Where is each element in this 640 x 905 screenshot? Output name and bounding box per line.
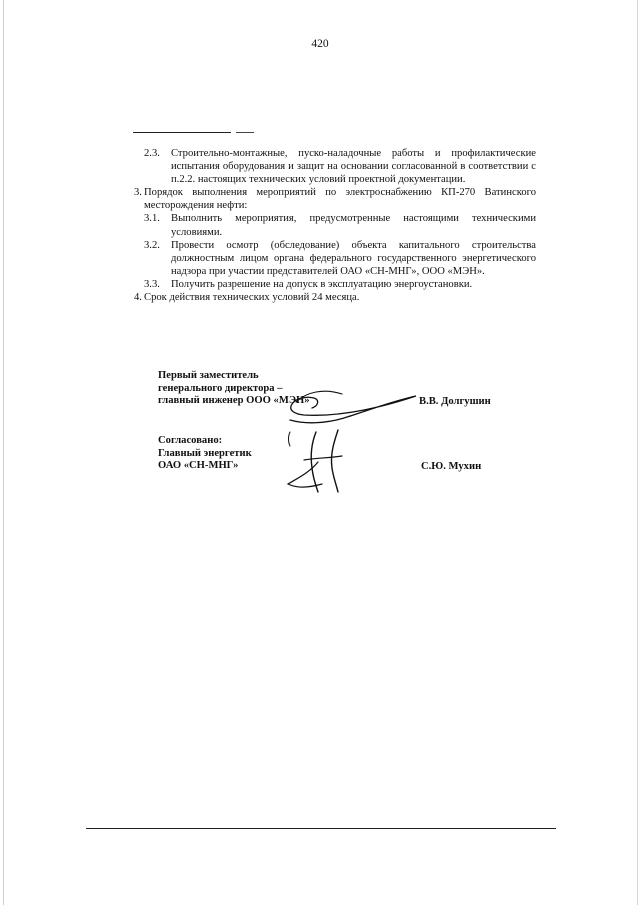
item-text: Получить разрешение на допуск в эксплуатацию энергоустановки. [171, 278, 473, 290]
signatory-name: В.В. Долгушин [419, 396, 491, 407]
item-text: Срок действия технических условий 24 месяца. [144, 292, 360, 304]
bottom-rule [86, 828, 556, 829]
list-item-2-3 [134, 147, 536, 186]
scan-edge-left [3, 0, 4, 905]
item-number: 3.3. [144, 278, 160, 290]
list-item-4 [134, 291, 536, 304]
item-number: 3.2. [144, 239, 160, 251]
page-number: 420 [311, 38, 329, 50]
item-text: Выполнить мероприятия, предусмотренные настоящими техническими условиями. [171, 213, 536, 238]
list-item-3-3 [134, 278, 536, 291]
signatory-name: С.Ю. Мухин [421, 461, 482, 472]
item-number: 3.1. [144, 213, 160, 225]
item-text: Порядок выполнения мероприятий по электроснабжению КП-270 Ватинского месторождения нефти: [144, 187, 536, 212]
signatory-title-line: Согласовано: [158, 435, 223, 446]
item-number: 3. [134, 187, 142, 199]
document-body [134, 147, 536, 304]
handwritten-signature-1 [284, 380, 424, 430]
separator-line-fragment [236, 132, 254, 133]
handwritten-signature-2 [282, 428, 362, 496]
signatory-title-line: ОАО «СН-МНГ» [158, 460, 239, 472]
signatory-title-line: Главный энергетик [158, 447, 252, 459]
signatory-title-line: главный инженер ООО «МЭН» [158, 395, 310, 407]
approval-title-block [158, 435, 252, 473]
list-item-3-2 [134, 239, 536, 278]
item-number: 4. [134, 292, 142, 304]
item-text: Строительно-монтажные, пуско-наладочные работы и профилактические испытания оборудования и защит на основании согласованной в соответствии с п.2.2. настоящих технических условий проектной документации. [171, 148, 536, 186]
list-item-3-1 [134, 212, 536, 238]
separator-line [133, 132, 231, 133]
list-item-3 [134, 186, 536, 212]
signatory-title-line: генерального директора – [158, 382, 283, 394]
scan-edge-right [637, 0, 638, 905]
item-number: 2.3. [144, 148, 160, 159]
signatory-title-line: Первый заместитель [158, 370, 259, 381]
item-text: Провести осмотр (обследование) объекта капитального строительства должностным лицом органа федерального государственного энергетического надзора при участии представителей ОАО «СН-МНГ», ООО «МЭН». [171, 239, 536, 277]
